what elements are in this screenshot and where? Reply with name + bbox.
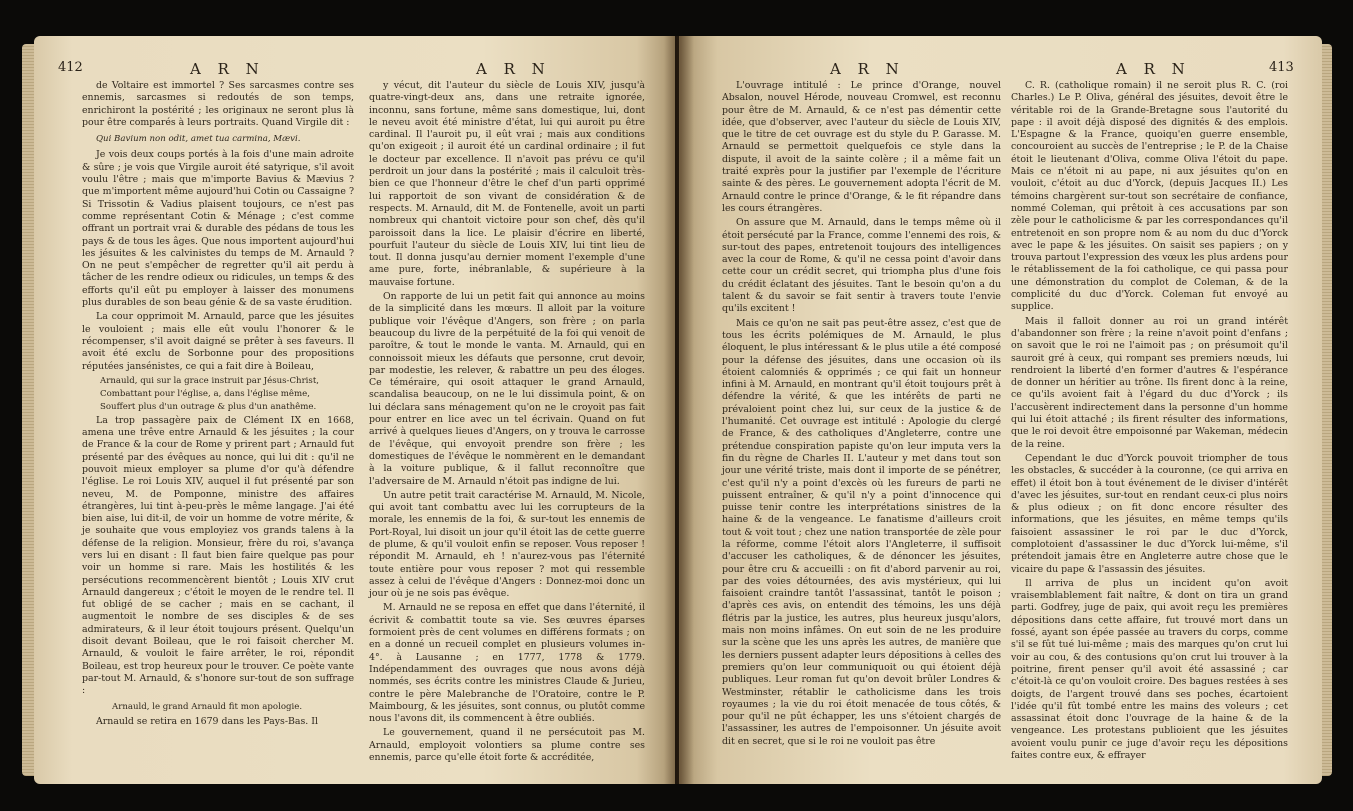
left-header-col2: A R N bbox=[476, 60, 551, 78]
paragraph: Je vois deux coups portés à la fois d'une main adroite & sûre ; je vois que Virgile auroit été satyrique, s'il avoit voulu l'être ; mais que m'importe Bavius & Mævius ? que m'importent même aujourd'hui Cotin ou Cassaigne ? Si Trissotin & Vadius plaisent toujours, ce n'est pas comme représentant Cotin & Ménage ; c'est comme offrant un portrait vrai & durable des pédans de tous les pays & de tous les âges. Que nous importent aujourd'hui les jésuites & les calvinistes du temps de M. Arnauld ? On ne peut s'empêcher de regretter qu'il ait perdu à tâcher de les rendre odieux ou ridicules, un temps & des efforts qu'il eût pu employer à laisser des monumens plus durables de son beau génie & de sa vaste érudition. bbox=[82, 149, 354, 309]
verse-line: Arnauld, le grand Arnauld fit mon apologie. bbox=[112, 701, 303, 712]
verse-line: Combattant pour l'église, a, dans l'église même, bbox=[100, 389, 310, 400]
left-column-1 bbox=[82, 80, 354, 727]
verse-line: Arnauld, qui sur la grace instruit par Jésus-Christ, bbox=[100, 375, 320, 386]
paragraph: Arnauld se retira en 1679 dans les Pays-Bas. Il bbox=[96, 715, 318, 727]
paragraph: Mais ce qu'on ne sait pas peut-être assez, c'est que de tous les écrits polémiques de M. Arnauld, le plus éloquent, le plus intéressant & le plus utile a été composé pour la défense des jésuites, dans une occasion où ils étoient calomniés & opprimés ; ce qui fait un honneur infini à M. Arnauld, en montrant qu'il étoit toujours prêt à défendre la vérité, & que les intérêts de parti ne prévaloient point chez lui, sur ceux de la justice & de l'humanité. Cet ouvrage est intitulé : Apologie du clergé de France, & des catholiques d'Angleterre, contre une prétendue conspiration papiste qu'on leur imputa vers la fin du règne de Charles II. L'auteur y met dans tout son jour une vérité triste, mais dont il importe de se pénétrer, c'est qu'il n'y a point d'excès où les fureurs de parti ne puissent entraîner, & qu'il n'y a point d'innocence qui puisse tenir contre les interprétations sinistres de la haine & de la vengeance. Le fanatisme d'ailleurs croit tout & voit tout ; chez une nation transportée de zèle pour la réforme, comme l'étoit alors l'Angleterre, il suffisoit d'accuser les catholiques, & de dénoncer les jésuites, pour être cru & accueilli : on fit d'abord parvenir au roi, par des voies détournées, des avis mystérieux, qui lui faisoient craindre tantôt l'assassinat, tantôt le poison ; d'après ces avis, on entendit des témoins, les uns déjà flétris par la justice, les autres, plus heureux jusqu'alors, mais non moins infâmes. On eut soin de ne les produire sur la scène que les uns après les autres, de manière que les derniers pussent adapter leurs dépositions à celles des premiers qu'on leur communiquoit ou qui étoient déjà publiques. Leur roman fut qu'on devoit brûler Londres & Westminster, rétablir le catholicisme dans les trois royaumes ; la vie du roi étoit menacée de tous côtés, & pour qu'il ne pût échapper, les uns s'étoient chargés de l'assassiner, les autres de l'empoisonner. Un jésuite avoit dit en secret, que si le roi ne vouloit pas être bbox=[722, 317, 1001, 747]
paragraph: y vécut, dit l'auteur du siècle de Louis XIV, jusqu'à quatre-vingt-deux ans, dans une retraite ignorée, inconnu, sans fortune, même sans domestique, lui, dont le neveu avoit été ministre d'état, lui qui auroit pu être cardinal. Il l'auroit pu, il eût vrai ; mais aux conditions qu'on exigeoit ; il auroit été un cardinal ordinaire ; il fut le docteur par excellence. Il n'avoit pas prévu ce qu'il perdroit un jour dans la postérité ; mais il calculoit très-bien ce que l'honneur d'être le chef d'un parti opprimé lui rapportoit de son vivant de considération & de respects. M. Arnauld, dit M. de Fontenelle, avoit un parti nombreux qui chantoit victoire pour son chef, dès qu'il paroissoit dans la lice. Le plaisir d'écrire en liberté, pourfuit l'auteur du siècle de Louis XIV, lui tint lieu de tout. Il donna jusqu'au dernier moment l'exemple d'une ame pure, forte, inébranlable, & supérieure à la mauvaise fortune. bbox=[369, 80, 645, 288]
right-header-col1: A R N bbox=[830, 60, 905, 78]
paragraph: La cour opprimoit M. Arnauld, parce que les jésuites le vouloient ; mais elle eût voulu l'honorer & le récompenser, s'il avoit daigné se prêter à ses faveurs. Il avoit été exclu de Sorbonne pour des propositions réputées jansénistes, ce qui a fait dire à Boileau, bbox=[82, 311, 354, 372]
left-header-col1: A R N bbox=[190, 60, 265, 78]
paragraph: Cependant le duc d'Yorck pouvoit triompher de tous les obstacles, & succéder à la couronne, (ce qui arriva en effet) il étoit bon à tout événement de le diviser d'intérêt d'avec les jésuites, sur-tout en rendant ceux-ci plus noirs & plus odieux ; on fit donc encore résulter des informations, que les jésuites, en même temps qu'ils faisoient assassiner le roi par le duc d'Yorck, complotoient d'assassiner le duc d'Yorck lui-même, s'il prétendoit jamais être en Angleterre autre chose que le vicaire du pape & l'assassin des jésuites. bbox=[1011, 452, 1288, 575]
paragraph: On assure que M. Arnauld, dans le temps même où il étoit persécuté par la France, comme l'ennemi des rois, & sur-tout des papes, entretenoit toujours des intelligences avec la cour de Rome, & qu'il ne cessa point d'avoir dans cette cour un crédit secret, qui triompha plus d'une fois du crédit éclatant des jésuites. Tant le besoin qu'on a du talent & du savoir se fait sentir à travers toute l'envie qu'ils excitent ! bbox=[722, 217, 1001, 315]
paragraph: Le gouvernement, quand il ne persécutoit pas M. Arnauld, employoit volontiers sa plume contre ses ennemis, parce qu'elle étoit forte & accréditée, bbox=[369, 727, 645, 764]
paragraph: M. Arnauld ne se reposa en effet que dans l'éternité, il écrivit & combattit toute sa vie. Ses œuvres éparses formoient près de cent volumes en différens formats ; on en a donné un recueil complet en plusieurs volumes in-4°. à Lausanne ; en 1777, 1778 & 1779. Indépendamment des ouvrages que nous avons déjà nommés, ses écrits contre les ministres Claude & Jurieu, contre le père Malebranche de l'Oratoire, contre le P. Maimbourg, & les jésuites, sont connus, ou plutôt comme nous l'avons dit, ils commencent à être oubliés. bbox=[369, 602, 645, 725]
left-column-2 bbox=[369, 80, 645, 764]
paragraph: Un autre petit trait caractérise M. Arnauld, M. Nicole, qui avoit tant combattu avec lui les corrupteurs de la morale, les ennemis de la foi, & sur-tout les ennemis de Port-Royal, lui disoit un jour qu'il étoit las de cette guerre de plume, & qu'il vouloit enfin se reposer. Vous reposer ! répondit M. Arnauld, eh ! n'aurez-vous pas l'éternité toute entière pour vous reposer ? mot qui ressemble assez à celui de l'évêque d'Angers : Donnez-moi donc un jour où je ne sois pas évêque. bbox=[369, 489, 645, 600]
book-gutter bbox=[664, 36, 694, 784]
paragraph: Il arriva de plus un incident qu'on avoit vraisemblablement fait naître, & dont on tira un grand parti. Godfrey, juge de paix, qui avoit reçu les premières dépositions dans cette affaire, fut trouvé mort dans un fossé, ayant son épée passée au travers du corps, comme s'il se fût tué lui-même ; mais des marques qu'on crut lui voir au cou, & des contusions qu'on crut lui trouver à la poitrine, firent penser qu'il avoit été assassiné ; car c'étoit-là ce qu'on vouloit croire. Des bagues restées à ses doigts, de l'argent trouvé dans ses poches, écartoient l'idée qu'il fût tombé entre les mains des voleurs ; cet assassinat étoit donc l'ouvrage de la haine & de la vengeance. Les protestans publioient que les jésuites avoient voulu punir ce juge d'avoir reçu les dépositions faites contre eux, & effrayer bbox=[1011, 577, 1288, 762]
left-page-number: 412 bbox=[58, 60, 83, 75]
right-header-col2: A R N bbox=[1116, 60, 1191, 78]
right-page-number: 413 bbox=[1269, 60, 1294, 75]
paragraph: L'ouvrage intitulé : Le prince d'Orange, nouvel Absalon, nouvel Hérode, nouveau Cromwel, est reconnu pour être de M. Arnauld, & ce n'est pas démentir cette idée, que d'observer, avec l'auteur du siècle de Louis XIV, que le titre de cet ouvrage est du style du P. Garasse. M. Arnauld se permettoit quelquefois ce style dans la dispute, il avoit de la sainte colère ; il a même fait un traité exprès pour la justifier par l'exemple de l'écriture sainte & des pères. Le gouvernement adopta l'écrit de M. Arnauld contre le prince d'Orange, & le fit répandre dans les cours étrangères. bbox=[722, 80, 1001, 214]
paragraph: On rapporte de lui un petit fait qui annonce au moins de la simplicité dans les mœurs. Il alloit par la voiture publique voir l'évêque d'Angers, son frère ; on parla beaucoup du livre de la perpétuité de la foi qui venoit de paroître, & tout le monde le vanta. M. Arnauld, qui en connoissoit mieux les défauts que personne, crut devoir, par modestie, les relever, & rabattre un peu des éloges. Ce téméraire, qui osoit attaquer le grand Arnauld, scandalisa beaucoup, on ne le lui dissimula point, & on lui déclara sans ménagement qu'on ne le croyoit pas fait pour entrer en lice avec un tel écrivain. Quand on fut arrivé à quelques lieues d'Angers, on y trouva le carrosse de l'évêque, qui envoyoit prendre son frère ; les domestiques de l'évêque le nommèrent en le demandant à la voiture publique, & il fallut reconnoître que l'adversaire de M. Arnauld n'étoit pas indigne de lui. bbox=[369, 291, 645, 487]
paragraph: Mais il falloit donner au roi un grand intérêt d'abandonner son frère ; la reine n'avoit point d'enfans ; on savoit que le roi ne l'aimoit pas ; on présumoit qu'il sauroit gré à ceux, qui rompant ses premiers nœuds, lui rendroient la liberté d'en former d'autres & l'espérance de donner un héritier au trône. Ils firent donc à la reine, ce qu'ils avoient fait à l'égard du duc d'Yorck ; ils l'accusèrent indirectement dans la personne d'un homme qui lui étoit attaché ; ils firent résulter des informations, que le roi devoit être empoisonné par Wakeman, médecin de la reine. bbox=[1011, 315, 1288, 450]
paragraph: de Voltaire est immortel ? Ses sarcasmes contre ses ennemis, sarcasmes si redoutés de son temps, enrichiront la postérité ; les originaux ne seront plus là pour être comparés à leurs portraits. Quand Virgile dit : bbox=[82, 80, 354, 128]
right-column-2 bbox=[1011, 80, 1288, 762]
quotation: Qui Bavium non odit, amet tua carmina, Mævi. bbox=[96, 134, 301, 145]
verse-line: Souffert plus d'un outrage & plus d'un anathême. bbox=[100, 402, 317, 413]
paragraph: C. R. (catholique romain) il ne seroit plus R. C. (roi Charles.) Le P. Oliva, général des jésuites, devoit être le véritable roi de la Grande-Bretagne sous l'autorité du pape : il avoit déjà disposé des dignités & des emplois. L'Espagne & la France, quoiqu'en guerre ensemble, concouroient au succès de l'entreprise ; le P. de la Chaise étoit le lieutenant d'Oliva, comme Oliva l'étoit du pape. Mais ce n'étoit ni au pape, ni aux jésuites qu'on en vouloit, c'étoit au duc d'Yorck, (depuis Jacques II.) Les témoins chargèrent sur-tout son secrétaire de confiance, nommé Coleman, qui prêtoit à ces accusations par son zèle pour le catholicisme & par les correspondances qu'il entretenoit en son propre nom & au nom du duc d'Yorck avec le pape & les jésuites. On saisit ses papiers ; on y trouva partout l'expression des vœux les plus ardens pour le rétablissement de la foi catholique, ce qui passa pour une démonstration du complot de Coleman, & de la complicité du duc d'Yorck. Coleman fut envoyé au supplice. bbox=[1011, 80, 1288, 313]
paragraph: La trop passagère paix de Clément IX en 1668, amena une trêve entre Arnauld & les jésuites ; la cour de France & la cour de Rome y prirent part ; Arnauld fut présenté par des évêques au nonce, qui lui dit : qu'il ne pouvoit mieux employer sa plume d'or qu'à défendre l'église. Le roi Louis XIV, auquel il fut présenté par son neveu, M. de Pomponne, ministre des affaires étrangères, lui tint à-peu-près le même langage. J'ai été bien aise, lui dit-il, de voir un homme de votre mérite, & je souhaite que vous employiez vos grands talens à la défense de la religion. Monsieur, frère du roi, s'avança vers lui en disant : Il faut bien faire quelque pas pour voir un homme si rare. Mais les hostilités & les persécutions recommencèrent bientôt ; Louis XIV crut Arnauld dangereux ; c'étoit le moyen de le rendre tel. Il fut obligé de se cacher ; mais en se cachant, il augmentoit le nombre de ses disciples & de ses admirateurs, & il leur étoit toujours présent. Quelqu'un disoit devant Boileau, que le roi faisoit chercher M. Arnauld, & vouloit le faire arrêter, le roi, répondit Boileau, est trop heureux pour le trouver. Ce poète vante par-tout M. Arnauld, & s'honore sur-tout de son suffrage : bbox=[82, 414, 354, 697]
right-column-1 bbox=[722, 80, 1001, 747]
